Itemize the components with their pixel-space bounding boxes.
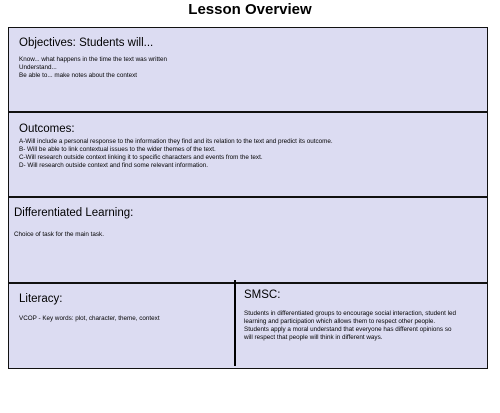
objectives-line: Know... what happens in the time the text was written bbox=[19, 56, 168, 63]
smsc-line: learning and participation which allows them to respect other people. bbox=[244, 318, 436, 325]
bottom-section bbox=[8, 283, 488, 369]
smsc-line: will respect that people will think in different ways. bbox=[244, 334, 383, 341]
objectives-section bbox=[8, 27, 488, 112]
differentiated-section bbox=[8, 197, 488, 283]
outcomes-heading: Outcomes: bbox=[19, 123, 75, 135]
outcomes-line: C-Will research outside context linking it to specific characters and events from the text. bbox=[19, 154, 263, 161]
differentiated-heading: Differentiated Learning: bbox=[14, 207, 134, 219]
smsc-line: Students apply a moral understand that everyone has different opinions so bbox=[244, 326, 452, 333]
smsc-line: Students in differentiated groups to encourage social interaction, student led bbox=[244, 310, 457, 317]
literacy-line: VCOP - Key words: plot, character, theme, context bbox=[19, 315, 160, 322]
literacy-heading: Literacy: bbox=[19, 293, 63, 305]
outcomes-line: D- Will research outside context and find some relevant information. bbox=[19, 162, 208, 169]
outcomes-line: A-Will include a personal response to the information they find and its relation to the text and predict its outcome. bbox=[19, 138, 333, 145]
column-divider bbox=[234, 280, 236, 366]
objectives-line: Be able to... make notes about the context bbox=[19, 72, 137, 79]
objectives-heading: Objectives: Students will... bbox=[19, 37, 154, 49]
page-title: Lesson Overview bbox=[188, 1, 312, 18]
smsc-heading: SMSC: bbox=[244, 289, 281, 301]
outcomes-section bbox=[8, 112, 488, 197]
outcomes-line: B- Will be able to link contextual issues to the wider themes of the text. bbox=[19, 146, 216, 153]
differentiated-line: Choice of task for the main task. bbox=[14, 231, 104, 238]
objectives-line: Understand... bbox=[19, 64, 57, 71]
